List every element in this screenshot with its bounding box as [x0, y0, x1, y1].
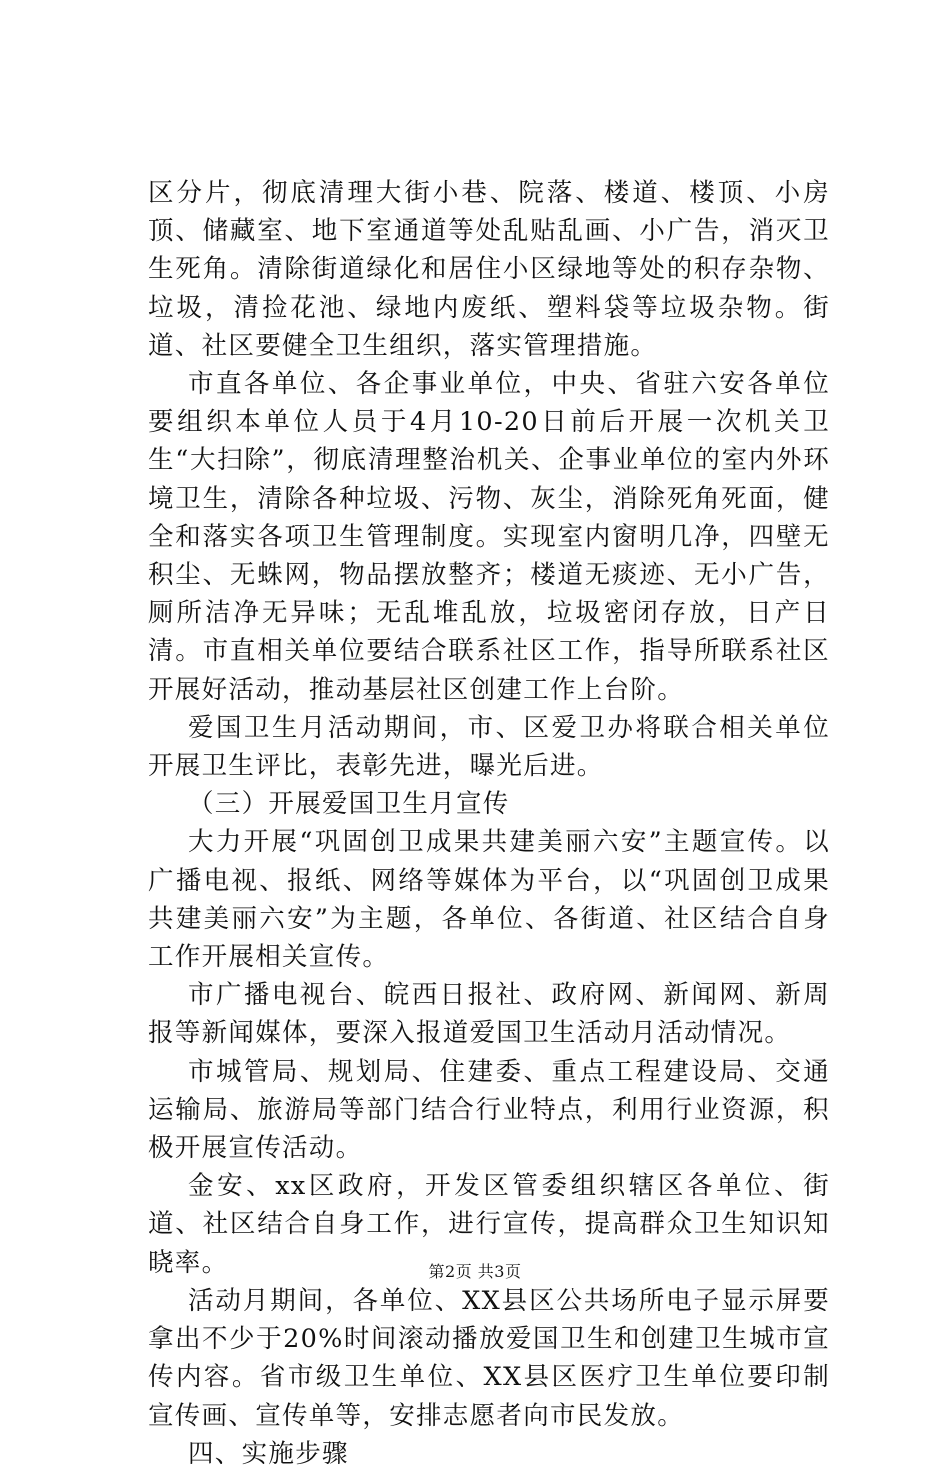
- paragraph-media-coverage: 市广播电视台、皖西日报社、政府网、新闻网、新周报等新闻媒体，要深入报道爱国卫生活动月活动情况。: [148, 980, 830, 1049]
- paragraph-theme-publicity: 大力开展“巩固创卫成果共建美丽六安”主题宣传。以广播电视、报纸、网络等媒体为平台，以“巩固创卫成果共建美丽六安”为主题，各单位、各街道、社区结合自身工作开展相关宣传。: [148, 827, 830, 973]
- paragraph-evaluation: 爱国卫生月活动期间，市、区爱卫办将联合相关单位开展卫生评比，表彰先进，曝光后进。: [148, 712, 830, 782]
- page-number-footer: 第2页 共3页: [428, 1262, 522, 1281]
- paragraph-departments: 市城管局、规划局、住建委、重点工程建设局、交通运输局、旅游局等部门结合行业特点，利用行业资源，积极开展宣传活动。: [148, 1056, 830, 1164]
- paragraph-district-government: 金安、xx区政府，开发区管委组织辖区各单位、街道、社区结合自身工作，进行宣传，提高群众卫生知识知晓率。: [148, 1171, 830, 1278]
- paragraph-cleanup-areas: 区分片，彻底清理大街小巷、院落、楼道、楼顶、小房顶、储藏室、地下室通道等处乱贴乱画、小广告，消灭卫生死角。清除街道绿化和居住小区绿地等处的积存杂物、垃圾，清捡花池、绿地内废纸、塑料袋等垃圾杂物。街道、社区要健全卫生组织，落实管理措施。: [148, 178, 830, 361]
- paragraph-screens-and-leaflets: 活动月期间，各单位、XX县区公共场所电子显示屏要拿出不少于20%时间滚动播放爱国卫生和创建卫生城市宣传内容。省市级卫生单位、XX县区医疗卫生单位要印制宣传画、宣传单等，安排志愿者向市民发放。: [148, 1285, 830, 1431]
- section-heading-publicity: （三）开展爱国卫生月宣传: [188, 789, 510, 820]
- section-heading-steps: 四、实施步骤: [188, 1438, 349, 1469]
- paragraph-unit-cleaning: 市直各单位、各企事业单位，中央、省驻六安各单位要组织本单位人员于4月10-20日前后开展一次机关卫生“大扫除”，彻底清理整治机关、企事业单位的室内外环境卫生，清除各种垃圾、污物、灰尘，消除死角死面，健全和落实各项卫生管理制度。实现室内窗明几净，四壁无积尘、无蛛网，物品摆放整齐；楼道无痰迹、无小广告，厕所洁净无异味；无乱堆乱放，垃圾密闭存放，日产日清。市直相关单位要结合联系社区工作，指导所联系社区开展好活动，推动基层社区创建工作上台阶。: [148, 369, 830, 705]
